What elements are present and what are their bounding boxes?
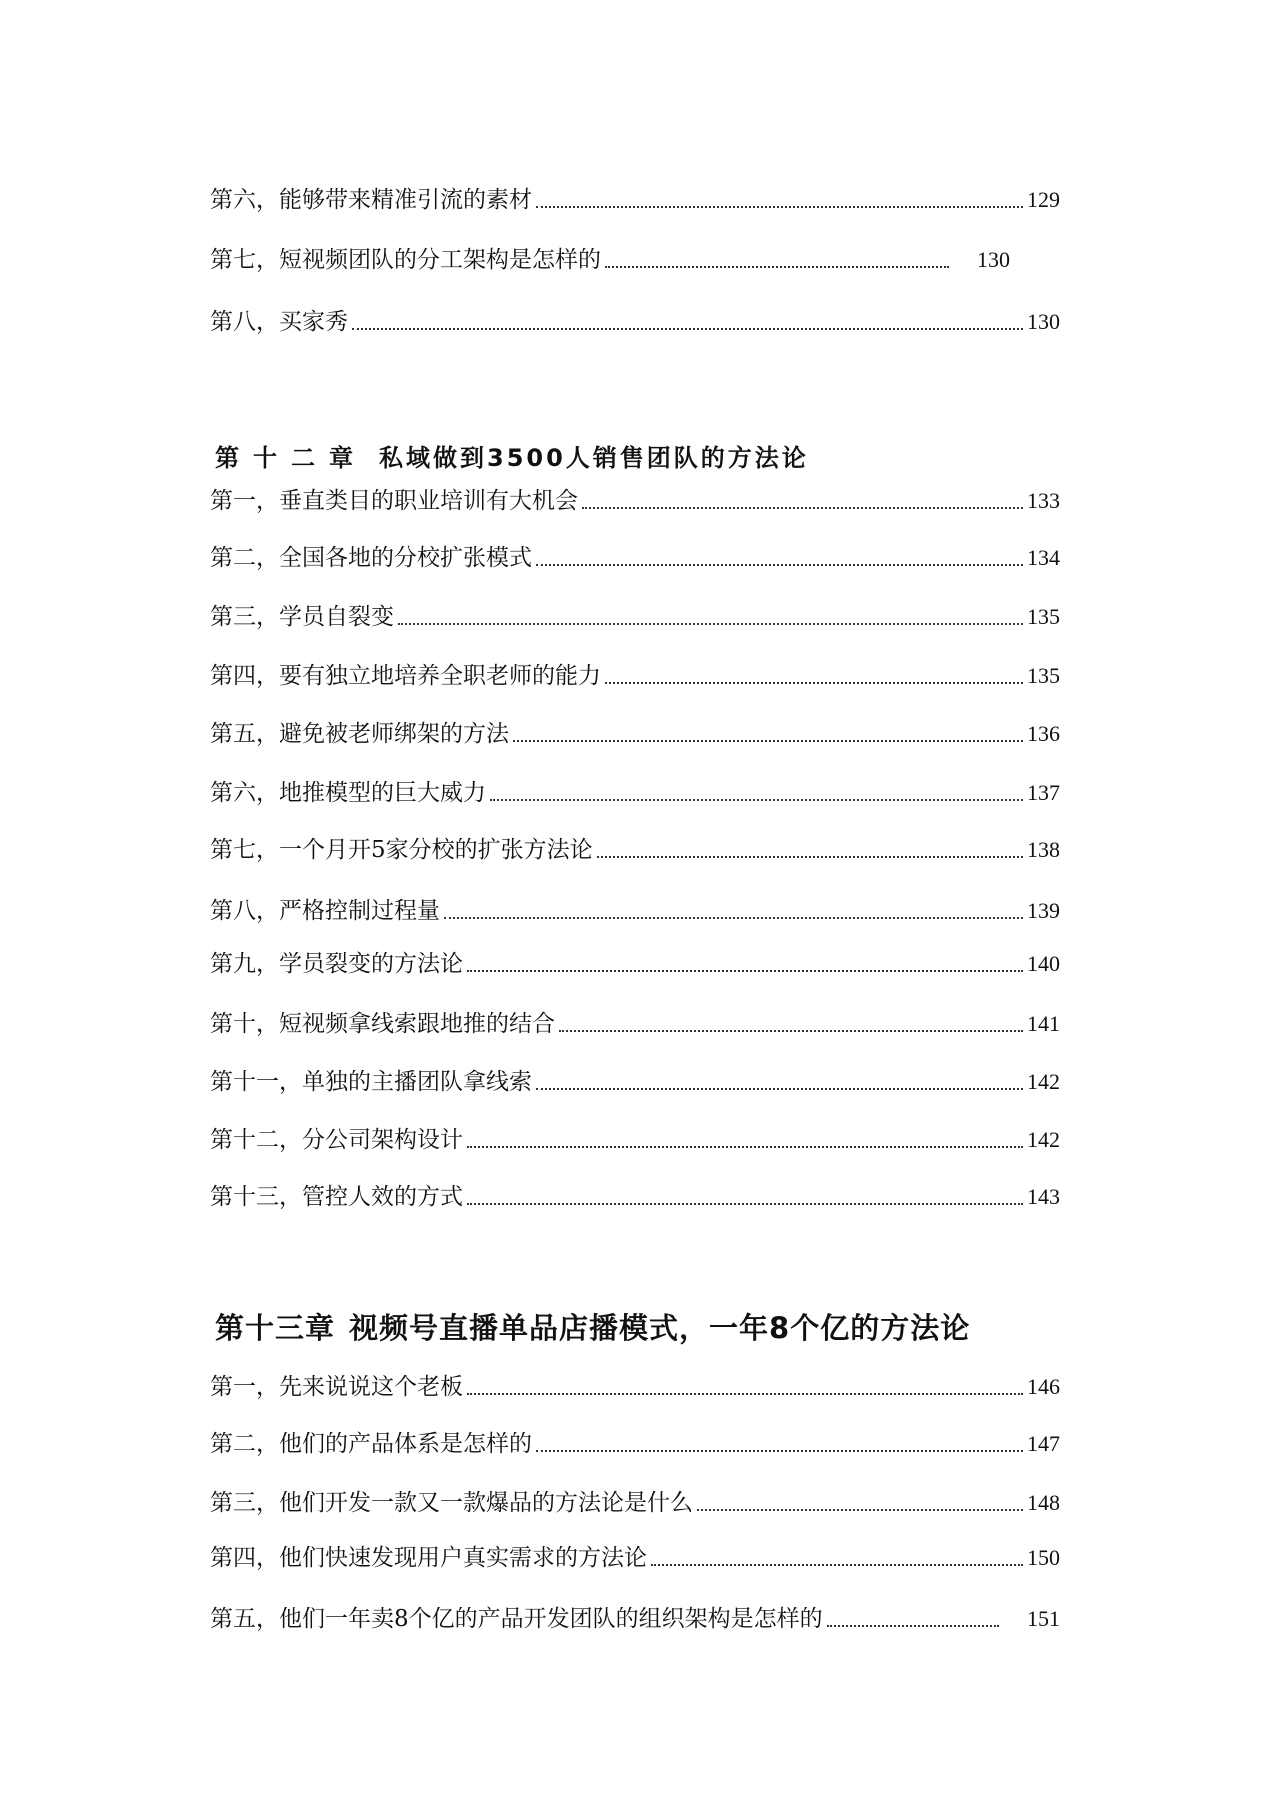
- toc-entry-page: 151: [1027, 1606, 1060, 1631]
- leader-dots: [605, 681, 1023, 684]
- toc-entry[interactable]: [210, 297, 1060, 337]
- chapter-title: 私域做到3500人销售团队的方法论: [379, 444, 809, 472]
- toc-entry-page: 148: [1027, 1490, 1060, 1515]
- toc-entry[interactable]: [210, 999, 1060, 1039]
- toc-entry-label: 第六，能够带来精准引流的素材: [210, 187, 532, 213]
- toc-entry-label: 第二，全国各地的分校扩张模式: [210, 545, 532, 571]
- toc-entry-label: 第十二，分公司架构设计: [210, 1127, 463, 1153]
- leader-dots: [352, 327, 1023, 330]
- toc-entry-page: 138: [1027, 837, 1060, 862]
- toc-entry[interactable]: [210, 886, 1060, 926]
- toc-entry[interactable]: [210, 1594, 1060, 1634]
- toc-entry[interactable]: [210, 1057, 1060, 1097]
- toc-entry-label: 第八，严格控制过程量: [210, 898, 440, 924]
- leader-dots: [467, 1145, 1023, 1148]
- toc-entry-label: 第一，垂直类目的职业培训有大机会: [210, 488, 578, 514]
- toc-entry-label: 第八，买家秀: [210, 309, 348, 335]
- toc-entry-page: 141: [1027, 1011, 1060, 1036]
- toc-entry[interactable]: [210, 1115, 1060, 1155]
- toc-entry-page: 140: [1027, 951, 1060, 976]
- toc-entry-label: 第十三，管控人效的方式: [210, 1184, 463, 1210]
- toc-entry-page: 147: [1027, 1431, 1060, 1456]
- leader-dots: [398, 622, 1023, 625]
- toc-entry-page: 130: [977, 247, 1010, 272]
- chapter-heading[interactable]: [215, 1306, 970, 1347]
- toc-entry-page: 142: [1027, 1069, 1060, 1094]
- leader-dots: [597, 855, 1023, 858]
- toc-entry[interactable]: [210, 1533, 1060, 1573]
- leader-dots: [513, 739, 1023, 742]
- leader-dots: [605, 265, 949, 268]
- toc-entry-label: 第二，他们的产品体系是怎样的: [210, 1431, 532, 1457]
- toc-entry-label: 第四，要有独立地培养全职老师的能力: [210, 663, 601, 689]
- toc-entry-label: 第五，避免被老师绑架的方法: [210, 721, 509, 747]
- leader-dots: [467, 1202, 1023, 1205]
- toc-entry-label: 第五，他们一年卖8个亿的产品开发团队的组织架构是怎样的: [210, 1606, 823, 1632]
- leader-dots: [536, 563, 1023, 566]
- toc-entry[interactable]: [210, 825, 1060, 865]
- chapter-number: 第十三章: [215, 1311, 336, 1345]
- leader-dots: [467, 969, 1023, 972]
- leader-dots: [651, 1563, 1023, 1566]
- toc-entry-label: 第三，他们开发一款又一款爆品的方法论是什么: [210, 1490, 693, 1516]
- leader-dots: [582, 506, 1023, 509]
- toc-entry[interactable]: [210, 1362, 1060, 1402]
- toc-entry-page: 133: [1027, 488, 1060, 513]
- toc-entry[interactable]: [210, 533, 1060, 573]
- toc-entry-page: 142: [1027, 1127, 1060, 1152]
- toc-entry-label: 第十一，单独的主播团队拿线索: [210, 1069, 532, 1095]
- toc-entry[interactable]: [210, 651, 1060, 691]
- toc-entry-label: 第三，学员自裂变: [210, 604, 394, 630]
- toc-entry-label: 第七，一个月开5家分校的扩张方法论: [210, 837, 593, 863]
- leader-dots: [536, 205, 1023, 208]
- toc-entry-label: 第四，他们快速发现用户真实需求的方法论: [210, 1545, 647, 1571]
- toc-entry[interactable]: [210, 1172, 1060, 1212]
- toc-entry[interactable]: [210, 1478, 1060, 1518]
- toc-entry-page: 135: [1027, 604, 1060, 629]
- leader-dots: [467, 1392, 1023, 1395]
- toc-entry-page: 135: [1027, 663, 1060, 688]
- toc-entry-label: 第七，短视频团队的分工架构是怎样的: [210, 247, 601, 273]
- toc-entry-page: 130: [1027, 309, 1060, 334]
- chapter-number: 第十二章: [215, 444, 367, 472]
- leader-dots: [490, 798, 1023, 801]
- leader-dots: [827, 1624, 999, 1627]
- leader-dots: [536, 1449, 1023, 1452]
- toc-entry-page: 136: [1027, 721, 1060, 746]
- toc-entry-page: 139: [1027, 898, 1060, 923]
- leader-dots: [444, 916, 1023, 919]
- toc-entry[interactable]: [210, 175, 1060, 215]
- toc-entry[interactable]: [210, 592, 1060, 632]
- toc-entry[interactable]: [210, 476, 1060, 516]
- toc-entry-label: 第九，学员裂变的方法论: [210, 951, 463, 977]
- toc-entry-page: 143: [1027, 1184, 1060, 1209]
- toc-entry-page: 150: [1027, 1545, 1060, 1570]
- chapter-heading[interactable]: [215, 438, 809, 473]
- toc-entry[interactable]: [210, 709, 1060, 749]
- toc-entry[interactable]: [210, 939, 1060, 979]
- toc-entry-label: 第十，短视频拿线索跟地推的结合: [210, 1011, 555, 1037]
- toc-entry[interactable]: [210, 768, 1060, 808]
- leader-dots: [697, 1508, 1023, 1511]
- chapter-title: 视频号直播单品店播模式，一年8个亿的方法论: [349, 1311, 971, 1345]
- leader-dots: [536, 1087, 1023, 1090]
- toc-entry-label: 第六，地推模型的巨大威力: [210, 780, 486, 806]
- toc-entry-page: 137: [1027, 780, 1060, 805]
- toc-entry[interactable]: [210, 1419, 1060, 1459]
- toc-entry-page: 129: [1027, 187, 1060, 212]
- toc-entry-label: 第一，先来说说这个老板: [210, 1374, 463, 1400]
- leader-dots: [559, 1029, 1023, 1032]
- toc-entry-page: 134: [1027, 545, 1060, 570]
- toc-entry[interactable]: [210, 235, 1010, 275]
- toc-entry-page: 146: [1027, 1374, 1060, 1399]
